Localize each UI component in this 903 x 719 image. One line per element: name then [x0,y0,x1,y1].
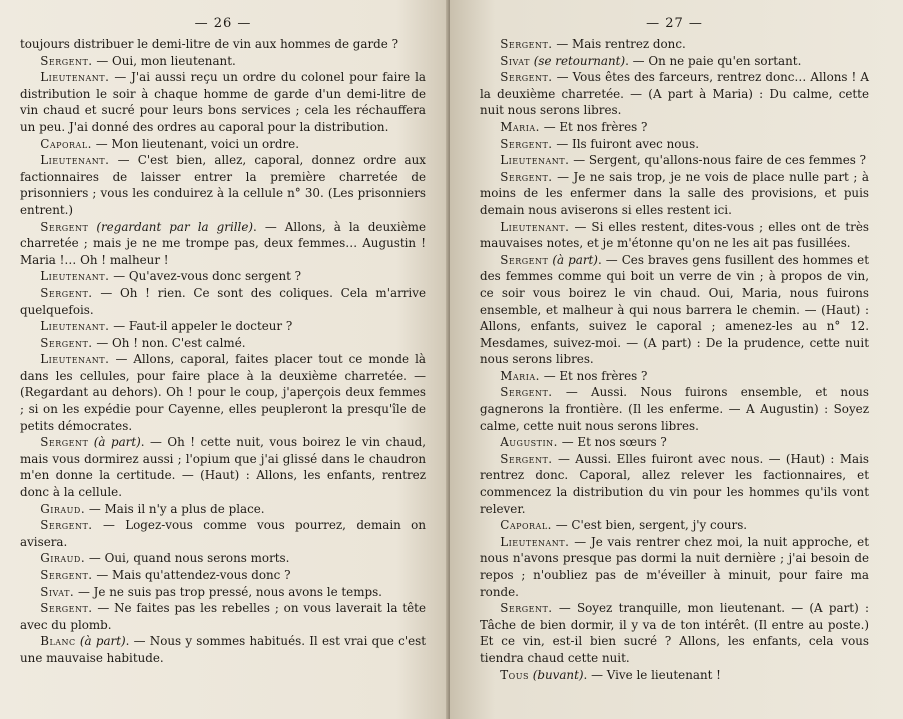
play-paragraph [480,252,869,368]
play-paragraph [480,53,869,70]
play-paragraph [20,152,426,218]
dialogue-text: — Oh ! rien. Ce sont des coliques. Cela m'arrive quelquefois. [20,285,426,317]
dialogue-text: . — Ces braves gens fusillent des hommes et des femmes comme qui boit un verre de vin ; à propos de vin, ce soir vous boirez le vin chaud. Oui, Maria, nous fuirons ensemble, et malheur à qui nous barrera le chemin. — (Haut) : Allons, enfants, suivez le caporal ; amenez-les au n° 12. Mesdames, suivez-moi. — (A part) : De la prudence, cette nuit nous serons libres. [480,252,869,367]
play-paragraph [480,534,869,600]
speaker-name: Caporal. [500,518,552,533]
speaker-name: Lieutenant. [40,153,110,168]
stage-direction: (à part) [88,435,141,450]
speaker-name: Sergent. [40,335,93,350]
dialogue-text: — Allons, caporal, faites placer tout ce monde là dans les cellules, pour faire place à la deuxième charretée. — (Regardant au dehors). Oh ! pour le coup, j'aperçois deux femmes ; si on les expédie pour Cayenne, elles peupleront la presqu'île de petits démocrates. [20,352,426,433]
play-paragraph [480,368,869,385]
dialogue-text: toujours distribuer le demi-litre de vin aux hommes de garde ? [20,37,398,51]
speaker-name: Lieutenant. [40,352,110,367]
dialogue-text: — Et nos frères ? [539,119,648,134]
speaker-name: Augustin. [500,435,558,450]
play-paragraph [480,667,869,684]
dialogue-text: — C'est bien, sergent, j'y cours. [551,518,748,533]
speaker-name: Sergent. [500,451,553,466]
speaker-name: Sergent. [500,169,553,184]
play-paragraph [480,434,869,451]
speaker-name: Sergent. [40,285,93,300]
speaker-name: Giraud. [40,501,86,516]
dialogue-text: — J'ai aussi reçu un ordre du colonel pour faire la distribution le soir à chaque homme de garde d'un demi-litre de vin chaud et sucré pour leurs bons services ; cela les réchauffera un peu. J'ai donné des ordres au caporal pour la distribution. [20,70,426,134]
dialogue-text: — Oh ! non. C'est calmé. [92,335,246,350]
dialogue-text: . — Vive le lieutenant ! [583,667,721,682]
play-paragraph [20,285,426,318]
speaker-name: Lieutenant. [500,153,570,168]
play-paragraph [480,451,869,517]
play-paragraph [20,268,426,285]
dialogue-text: — Si elles restent, dites-vous ; elles ont de très mauvaises notes, et je m'étonne qu'on ne les ait pas fusillées. [480,219,869,251]
speaker-name: Sergent. [500,601,553,616]
page-text [20,36,426,667]
play-paragraph [20,600,426,633]
play-paragraph [20,567,426,584]
page-text [480,36,869,683]
speaker-name: Lieutenant. [40,70,110,85]
speaker-name: Sergent [500,252,549,267]
play-paragraph [20,335,426,352]
dialogue-text: — Oui, quand nous serons morts. [85,551,290,566]
speaker-name: Lieutenant. [40,319,110,334]
play-paragraph [20,434,426,500]
play-paragraph [20,550,426,567]
dialogue-text: — Sergent, qu'allons-nous faire de ces femmes ? [569,153,867,168]
play-paragraph [20,351,426,434]
speaker-name: Blanc [40,634,76,649]
speaker-name: Sergent. [500,385,553,400]
play-paragraph [20,219,426,269]
dialogue-text: — Ne faites pas les rebelles ; on vous laverait la tête avec du plomb. [20,601,426,632]
speaker-name: Sergent. [40,518,93,533]
dialogue-text: . — Oh ! cette nuit, vous boirez le vin chaud, mais vous dormirez aussi ; l'opium que j'ai glissé dans le chaudron m'en donne la certitude. — (Haut) : Allons, les enfants, rentrez donc à la cellule. [20,435,426,500]
dialogue-text: — Je vais rentrer chez moi, la nuit approche, et nous n'avons presque pas dormi la nuit dernière ; j'ai besoin de repos ; n'oubliez pas de m'éveiller à minuit, pour faire ma ronde. [480,534,869,599]
play-paragraph [20,53,426,70]
play-paragraph [20,517,426,550]
play-paragraph [480,169,869,219]
play-paragraph [480,219,869,252]
play-paragraph [480,517,869,534]
play-paragraph [480,600,869,666]
play-paragraph [20,318,426,335]
dialogue-text: — Mais qu'attendez-vous donc ? [92,568,291,582]
stage-direction: (se retournant) [529,53,626,68]
speaker-name: Maria. [500,368,540,383]
play-paragraph [480,69,869,119]
speaker-name: Tous [500,667,529,682]
dialogue-text: — Faut-il appeler le docteur ? [109,319,293,334]
speaker-name: Sergent. [500,136,553,151]
play-paragraph [480,36,869,53]
speaker-name: Sergent. [40,601,93,616]
dialogue-text: — Je ne sais trop, je ne vois de place nulle part ; à moins de les enfermer dans la salle des provisions, et puis demain nous aviserons si elles restent ici. [480,169,869,217]
dialogue-text: — Vous êtes des farceurs, rentrez donc… Allons ! A la deuxième charretée. — (A part à Maria) : Du calme, cette nuit nous serons libres. [480,70,869,118]
stage-direction: (buvant) [528,667,584,682]
left-page [0,0,450,719]
dialogue-text: — Ils fuiront avec nous. [552,136,699,151]
speaker-name: Sergent [40,435,89,450]
stage-direction: (regardant par la grille) [88,219,254,234]
speaker-name: Lieutenant. [40,269,110,284]
dialogue-text: . — Nous y sommes habitués. Il est vrai que c'est une mauvaise habitude. [20,634,427,665]
dialogue-text: — Je ne suis pas trop pressé, nous avons le temps. [74,584,382,599]
speaker-name: Caporal. [40,136,92,151]
speaker-name: Sergent [40,219,89,234]
speaker-name: Sergent. [500,37,553,51]
speaker-name: Lieutenant. [500,219,570,234]
speaker-name: Giraud. [40,551,86,566]
dialogue-text: — C'est bien, allez, caporal, donnez ordre aux factionnaires de laisser entrer la première charretée de prisonniers ; vous les conduirez à la cellule n° 30. (Les prisonniers entrent.) [20,153,426,217]
stage-direction: (à part) [75,634,126,649]
right-page [450,0,903,719]
speaker-name: Sivat. [40,584,75,599]
speaker-name: Sergent. [40,53,93,68]
dialogue-text: — Et nos frères ? [539,368,648,383]
speaker-name: Sergent. [40,568,93,582]
dialogue-text: — Oui, mon lieutenant. [92,53,236,68]
play-paragraph [20,501,426,518]
dialogue-text: — Qu'avez-vous donc sergent ? [109,269,302,284]
stage-direction: (à part) [548,252,598,267]
page-number: — 26 — [194,16,252,31]
dialogue-text: — Aussi. Elles fuiront avec nous. — (Haut) : Mais rentrez donc. Caporal, allez relever les factionnaires, et commencez la distribution du vin pour les hommes qu'ils vont relever. [480,451,869,516]
dialogue-text: — Mon lieutenant, voici un ordre. [91,136,299,151]
page-number: — 27 — [646,16,703,31]
play-paragraph [20,633,426,666]
dialogue-text: — Mais rentrez donc. [552,37,686,51]
play-paragraph [480,152,869,169]
dialogue-text: — Mais il n'y a plus de place. [85,501,265,516]
play-paragraph [480,384,869,434]
play-paragraph [20,136,426,153]
dialogue-text: — Et nos sœurs ? [557,435,667,450]
dialogue-text: . — On ne paie qu'en sortant. [625,53,802,68]
dialogue-text: — Aussi. Nous fuirons ensemble, et nous gagnerons la frontière. (Il les enferme. — A Augustin) : Soyez calme, cette nuit nous serons libres. [480,385,869,433]
dialogue-text: — Logez-vous comme vous pourrez, demain on avisera. [20,518,426,549]
speaker-name: Maria. [500,119,540,134]
play-paragraph [480,136,869,153]
dialogue-text: — Soyez tranquille, mon lieutenant. — (A part) : Tâche de bien dormir, il y va de ton intérêt. (Il entre au poste.) Et ce vin, est-il bien sucré ? Allons, les enfants, cela vous tiendra chaud cette nuit. [480,601,869,665]
play-paragraph [480,119,869,136]
speaker-name: Sergent. [500,70,553,85]
speaker-name: Sivat [500,53,530,68]
play-paragraph [20,584,426,601]
dialogue-text: . — Allons, à la deuxième charretée ; mais je ne me trompe pas, deux femmes… Augustin ! Maria !… Oh ! malheur ! [20,219,426,267]
speaker-name: Lieutenant. [500,534,570,549]
play-paragraph [20,69,426,135]
play-paragraph [20,36,426,53]
